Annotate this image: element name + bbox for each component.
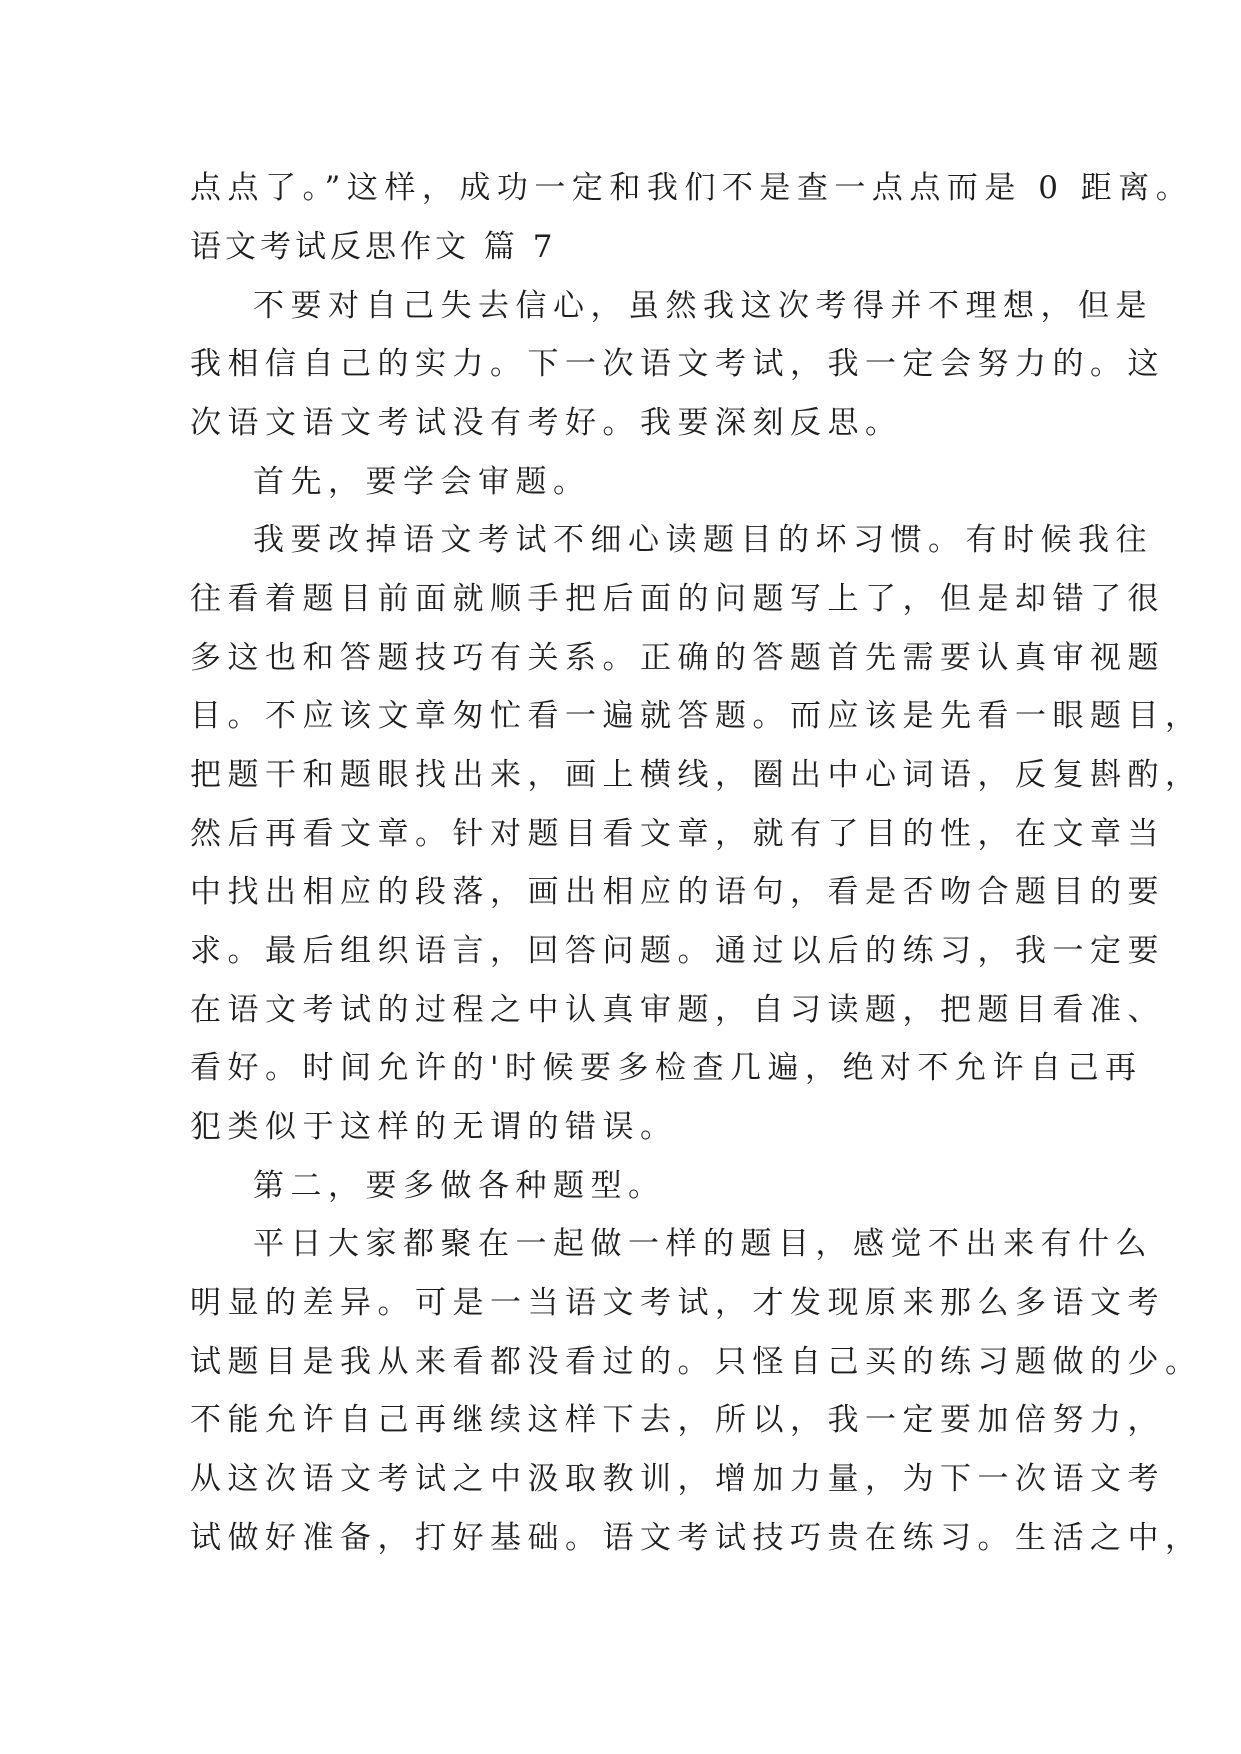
text-line: 求。最后组织语言，回答问题。通过以后的练习，我一定要 bbox=[190, 933, 1165, 969]
paragraph-first-line: 平日大家都聚在一起做一样的题目，感觉不出来有什么 bbox=[253, 1226, 1153, 1262]
text-line: 不能允许自己再继续这样下去，所以，我一定要加倍努力， bbox=[190, 1402, 1165, 1438]
section-heading: 语文考试反思作文 篇 7 bbox=[190, 229, 557, 265]
text-line: 多这也和答题技巧有关系。正确的答题首先需要认真审视题 bbox=[190, 640, 1165, 676]
paragraph-first-line: 不要对自己失去信心，虽然我这次考得并不理想，但是 bbox=[253, 288, 1153, 324]
text-line: 中找出相应的段落，画出相应的语句，看是否吻合题目的要 bbox=[190, 874, 1165, 910]
text-line: 把题干和题眼找出来，画上横线，圈出中心词语，反复斟酌， bbox=[190, 757, 1203, 793]
text-line: 然后再看文章。针对题目看文章，就有了目的性，在文章当 bbox=[190, 816, 1165, 852]
text-line: 明显的差异。可是一当语文考试，才发现原来那么多语文考 bbox=[190, 1285, 1165, 1321]
text-line: 试题目是我从来看都没看过的。只怪自己买的练习题做的少。 bbox=[190, 1344, 1203, 1380]
text-line: 目。不应该文章匆忙看一遍就答题。而应该是先看一眼题目， bbox=[190, 698, 1203, 734]
paragraph-first-line: 第二，要多做各种题型。 bbox=[253, 1168, 666, 1204]
text-line: 点点了。”这样，成功一定和我们不是查一点点而是 0 距离。 bbox=[190, 170, 1194, 206]
paragraph-first-line: 我要改掉语文考试不细心读题目的坏习惯。有时候我往 bbox=[253, 522, 1153, 558]
text-line: 从这次语文考试之中汲取教训，增加力量，为下一次语文考 bbox=[190, 1461, 1165, 1497]
text-line: 在语文考试的过程之中认真审题，自习读题，把题目看准、 bbox=[190, 992, 1165, 1028]
text-line: 次语文语文考试没有考好。我要深刻反思。 bbox=[190, 405, 903, 441]
text-line: 看好。时间允许的'时候要多检查几遍，绝对不允许自己再 bbox=[190, 1050, 1143, 1086]
paragraph-first-line: 首先，要学会审题。 bbox=[253, 464, 591, 500]
text-line: 试做好准备，打好基础。语文考试技巧贵在练习。生活之中， bbox=[190, 1520, 1203, 1556]
text-line: 往看着题目前面就顺手把后面的问题写上了，但是却错了很 bbox=[190, 581, 1165, 617]
text-line: 我相信自己的实力。下一次语文考试，我一定会努力的。这 bbox=[190, 346, 1165, 382]
text-line: 犯类似于这样的无谓的错误。 bbox=[190, 1109, 678, 1145]
